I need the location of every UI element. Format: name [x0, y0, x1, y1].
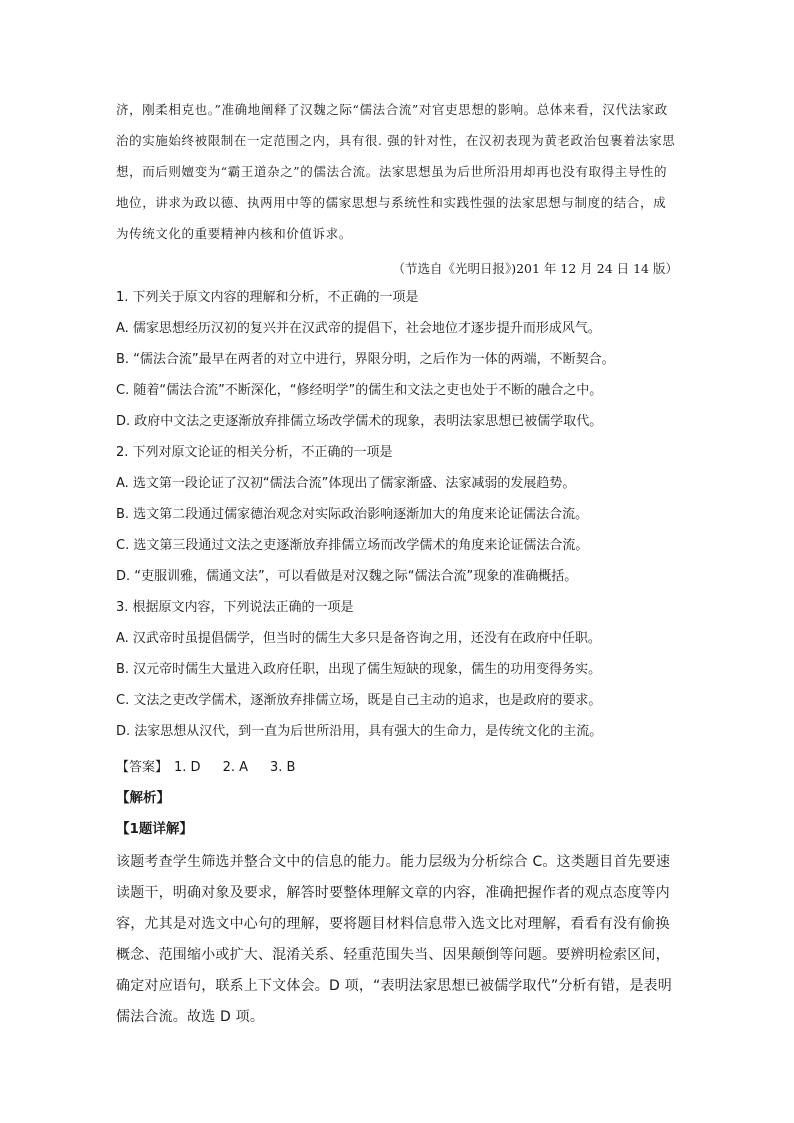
option-c: C. 文法之吏改学儒术，逐渐放弃排儒立场，既是自己主动的追求，也是政府的要求。 [116, 693, 602, 708]
source-citation: （节选自《光明日报》)201 年 12 月 24 日 14 版） [392, 261, 678, 276]
option-a: A. 选文第一段论证了汉初“儒法合流”体现出了儒家渐盛、法家减弱的发展趋势。 [116, 476, 576, 491]
option-c: C. 选文第三段通过文法之吏逐渐放弃排儒立场而改学儒术的角度来论证儒法合流。 [116, 538, 589, 553]
option-b: B. “儒法合流”最早在两者的对立中进行，界限分明，之后作为一体的两端，不断契合。 [116, 352, 615, 367]
option-a: A. 汉武帝时虽提倡儒学，但当时的儒生大多只是备咨询之用，还没有在政府中任职。 [116, 631, 601, 646]
option-d: D. 法家思想从汉代，到一直为后世所沿用，具有强大的生命力，是传统文化的主流。 [116, 724, 603, 739]
detail-explanation [116, 847, 678, 1033]
intro-paragraph [116, 94, 678, 249]
option-a: A. 儒家思想经历汉初的复兴并在汉武帝的提倡下，社会地位才逐步提升而形成风气。 [116, 321, 601, 336]
question-3 [116, 592, 686, 747]
answer-item: 3. B [270, 760, 296, 775]
option-b: B. 选文第二段通过儒家德治观念对实际政治影响逐渐加大的角度来论证儒法合流。 [116, 507, 589, 522]
option-d: D. 政府中文法之吏逐渐放弃排儒立场改学儒术的现象，表明法家思想已被儒学取代。 [116, 414, 603, 429]
question-stem: 3. 根据原文内容，下列说法正确的一项是 [116, 600, 354, 615]
intro-text: 济，刚柔相克也。”准确地阐释了汉魏之际“儒法合流”对官吏思想的影响。总体来看，汉代法家政治的实施始终被限制在一定范围之内，具有很. 强的针对性，在汉初表现为黄老政治包裹着法家思想，而后则嬗变为“霸王道杂之”的儒法合流。法家思想虽为后世所沿用却再也没有取得主导性的地位，讲求为政以德、执两用中等的儒家思想与系统性和实践性强的法家思想与制度的结合，成为传统文化的重要精神内核和价值诉求。 [116, 102, 676, 241]
option-c: C. 随着“儒法合流”不断深化，“修经明学”的儒生和文法之吏也处于不断的融合之中。 [116, 383, 603, 398]
question-stem: 1. 下列关于原文内容的理解和分析，不正确的一项是 [116, 290, 419, 305]
option-b: B. 汉元帝时儒生大量进入政府任职，出现了儒生短缺的现象，儒生的功用变得务实。 [116, 662, 602, 677]
question-stem: 2. 下列对原文论证的相关分析，不正确的一项是 [116, 445, 393, 460]
analysis-heading: 【解析】 [116, 790, 170, 806]
answer-item: 2. A [222, 760, 248, 775]
answer-item: 1. D [174, 760, 201, 775]
answer-label: 【答案】 [116, 760, 169, 775]
answer-line [116, 752, 317, 783]
detail-text: 该题考查学生筛选并整合文中的信息的能力。能力层级为分析综合 C。这类题目首先要速读题干，明确对象及要求，解答时要整体理解文章的内容，准确把握作者的观点态度等内容，尤其是对选文中心句的理解，要将题目材料信息带入选文比对理解，看看有没有偷换概念、范围缩小或扩大、混淆关系、轻重范围失当、因果颠倒等问题。要辨明检索区间，确定对应语句，联系上下文体会。D 项，“表明法家思想已被儒学取代”分析有错，是表明儒法合流。故选 D 项。 [116, 854, 672, 1025]
question-2 [116, 437, 686, 592]
detail-heading: 【1题详解】 [116, 821, 193, 837]
option-d: D. “吏服训雅，儒通文法”，可以看做是对汉魏之际“儒法合流”现象的准确概括。 [116, 569, 578, 584]
question-1 [116, 282, 686, 437]
